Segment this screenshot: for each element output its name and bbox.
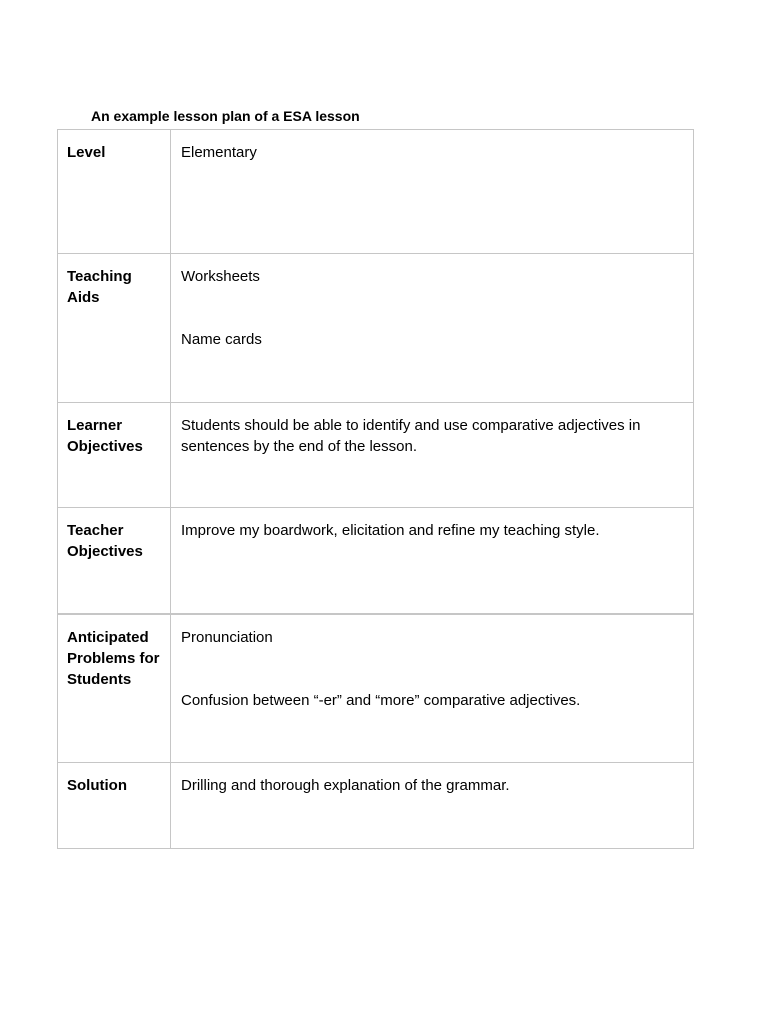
table-row-solution: [58, 763, 694, 849]
table-row-anticipated-problems: [58, 614, 694, 763]
table-row-teacher-objectives: [58, 508, 694, 614]
row-value-teaching-aids: [171, 254, 694, 403]
table-row-learner-objectives: [58, 403, 694, 508]
table-row-teaching-aids: [58, 254, 694, 403]
row-value-text: Pronunciation: [181, 628, 273, 646]
row-value-solution: [171, 763, 694, 849]
table-row-level: [58, 130, 694, 254]
row-label-solution: Solution: [58, 763, 171, 849]
row-label-anticipated-problems: Anticipated Problems for Students: [58, 614, 171, 763]
row-label-learner-objectives: Learner Objectives: [58, 403, 171, 508]
row-value-text: Elementary: [181, 144, 257, 161]
document-title: An example lesson plan of a ESA lesson: [91, 108, 360, 124]
row-value-text: Confusion between “-er” and “more” comparative adjectives.: [181, 691, 581, 709]
row-value-text: Name cards: [181, 331, 262, 348]
row-value-text: Worksheets: [181, 268, 260, 285]
row-value-anticipated-problems: [171, 614, 694, 763]
row-label-teaching-aids: Teaching Aids: [58, 254, 171, 403]
row-value-text: Improve my boardwork, elicitation and refine my teaching style.: [181, 522, 600, 539]
row-value-level: [171, 130, 694, 254]
row-value-text: Students should be able to identify and use comparative adjectives in sentences by the end of the lesson.: [181, 417, 641, 455]
row-label-teacher-objectives: Teacher Objectives: [58, 508, 171, 614]
row-value-text: Drilling and thorough explanation of the grammar.: [181, 777, 510, 794]
lesson-plan-table: [57, 129, 694, 849]
row-value-teacher-objectives: [171, 508, 694, 614]
row-label-level: Level: [58, 130, 171, 254]
row-value-learner-objectives: [171, 403, 694, 508]
